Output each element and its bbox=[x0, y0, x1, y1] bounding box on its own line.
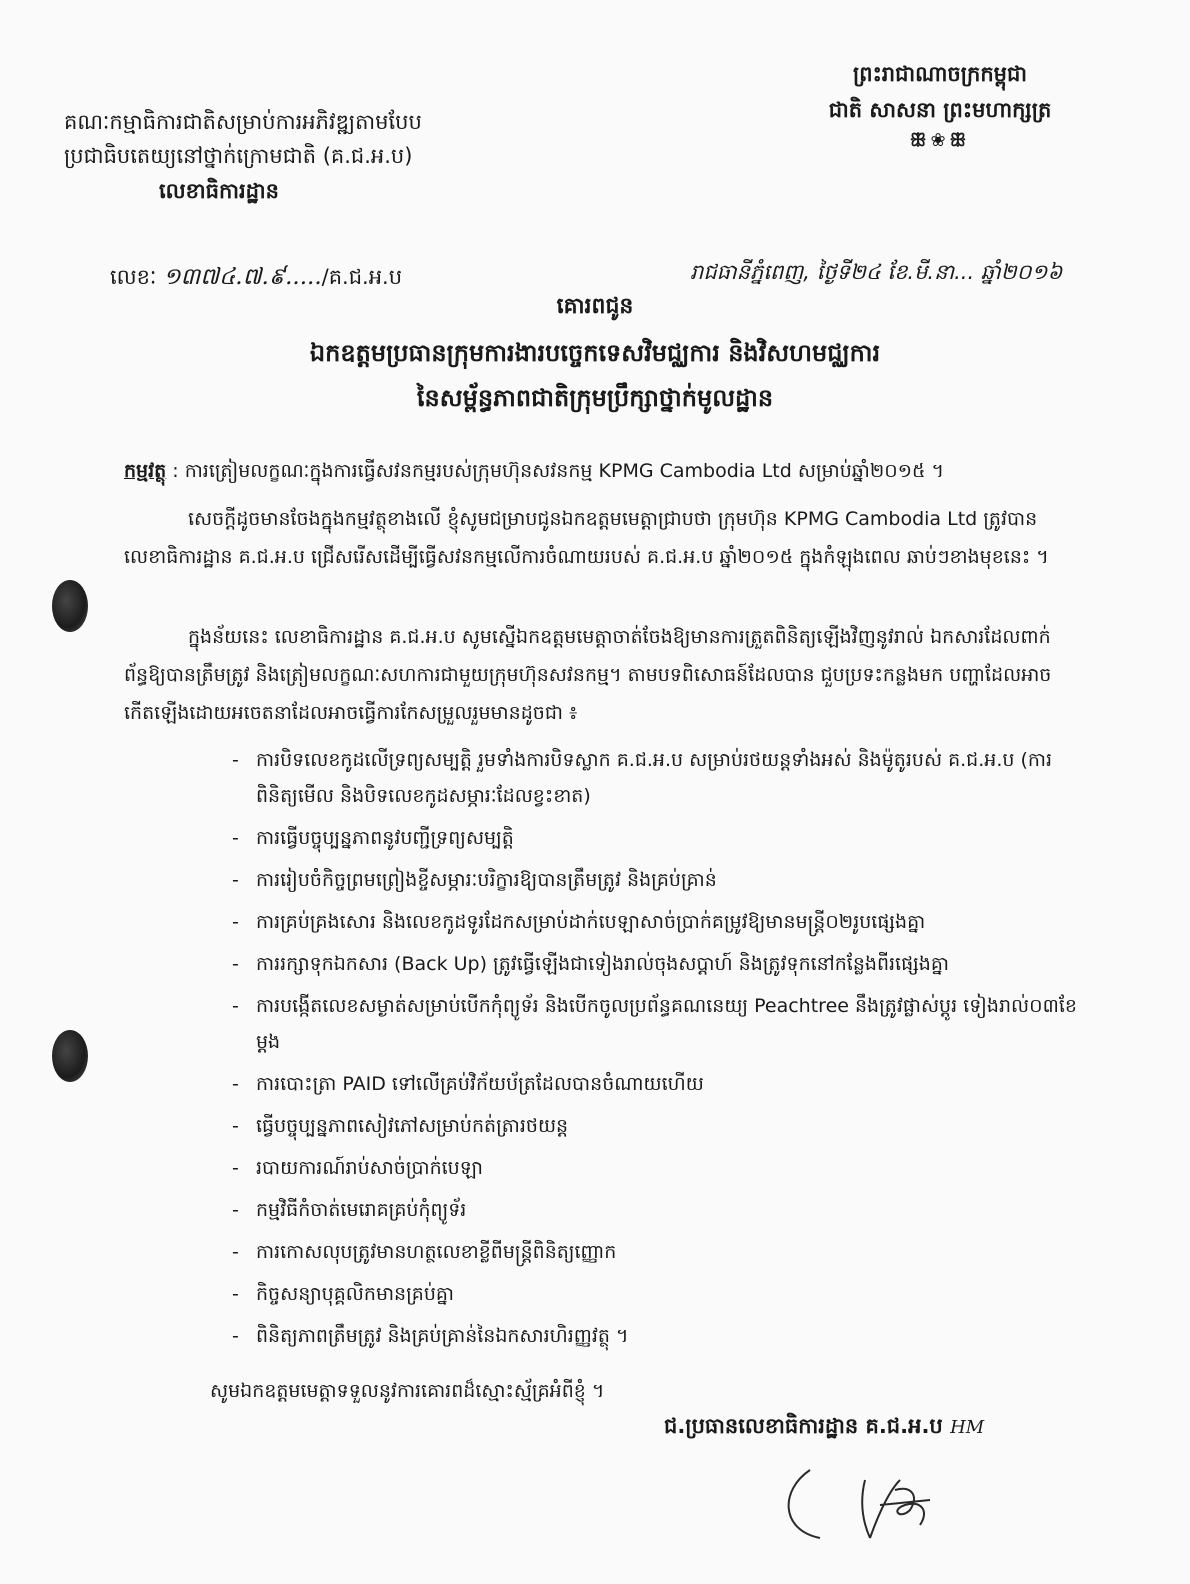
signature bbox=[770, 1450, 990, 1550]
reference-label: លេខៈ bbox=[110, 265, 157, 289]
list-item: - ការបង្កើតលេខសម្ងាត់សម្រាប់បើកកុំព្យូទ័រ និងបើកចូលប្រព័ន្ធគណនេយ្យ Peachtree នឹងត្រូវផ្លាស់ប្តូរ ទៀងរាល់០៣ខែម្តង bbox=[232, 995, 1077, 1053]
paragraph-1: សេចក្តីដូចមានចែងក្នុងកម្មវត្ថុខាងលើ ខ្ញុំសូមជម្រាបជូនឯកឧត្តមមេត្តាជ្រាបថា ក្រុមហ៊ុន KPMG Cambodia Ltd ត្រូវបានលេខាធិការដ្ឋាន គ.ជ.អ.ប ជ្រើសរើសដើម្បីធ្វើសវនកម្មលើការចំណាយរបស់ គ.ជ.អ.ប ឆ្នាំ២០១៥ ក្នុងកំឡុងពេល ឆាប់ៗខាងមុខនេះ ។ bbox=[124, 508, 1049, 568]
recipient-line-2: នៃសម្ព័ន្ធភាពជាតិក្រុមប្រឹក្សាថ្នាក់មូលដ្ឋាន bbox=[416, 384, 774, 412]
paragraph-2: ក្នុងន័យនេះ លេខាធិការដ្ឋាន គ.ជ.អ.ប សូមស្នើឯកឧត្តមមេត្តាចាត់ចែងឱ្យមានការត្រួតពិនិត្យឡើងវិញនូវរាល់ ឯកសារដែលពាក់ព័ន្ធឱ្យបានត្រឹមត្រូវ និងត្រៀមលក្ខណៈសហការជាមួយក្រុមហ៊ុនសវនកម្ម។ តាមបទពិសោធន៍ដែលបាន ជួបប្រទះកន្លងមក បញ្ហាដែលអាចកើតឡើងដោយអចេតនាដែលអាចធ្វើការកែសម្រួលរួមមានដូចជា ៖ bbox=[124, 626, 1052, 724]
agency-line-2: ប្រជាធិបតេយ្យនៅថ្នាក់ក្រោមជាតិ (គ.ជ.អ.ប) bbox=[64, 144, 413, 169]
list-item: - ការរៀបចំកិច្ចព្រមព្រៀងខ្ចីសម្ភារៈបរិក្ខារឱ្យបានត្រឹមត្រូវ និងគ្រប់គ្រាន់ bbox=[232, 869, 717, 891]
date-line: រាជធានីភ្នំពេញ, ថ្ងៃទី២៤ ខែ.មី.នា... ឆ្នាំ២០១៦ bbox=[690, 260, 1063, 284]
list-item: - ការបោះត្រា PAID ទៅលើគ្រប់វិក័យប័ត្រដែលបានចំណាយហើយ bbox=[232, 1073, 704, 1095]
salutation: គោរពជូន bbox=[556, 294, 634, 319]
list-item: - កម្មវិធីកំចាត់មេរោគគ្រប់កុំព្យូទ័រ bbox=[232, 1199, 467, 1221]
agency-office: លេខាធិការដ្ឋាន bbox=[159, 178, 279, 203]
subject-text: : ការត្រៀមលក្ខណៈក្នុងការធ្វើសវនកម្មរបស់ក្រុមហ៊ុនសវនកម្ម KPMG Cambodia Ltd សម្រាប់ឆ្នាំ២០១៥ ។ bbox=[166, 460, 945, 482]
kingdom-header bbox=[760, 60, 1120, 153]
ornament-icon: ꕥ❀ꕥ bbox=[909, 129, 971, 151]
punch-hole-bottom bbox=[52, 1030, 88, 1082]
agency-header bbox=[64, 108, 504, 205]
list-item: - កិច្ចសន្យាបុគ្គលិកមានគ្រប់គ្នា bbox=[232, 1283, 454, 1305]
list-item: - ការរក្សាទុកឯកសារ (Back Up) ត្រូវធ្វើឡើងជាទៀងរាល់ចុងសប្តាហ៍ និងត្រូវទុកនៅកន្លែងពីរផ្សេងគ្នា bbox=[232, 953, 949, 975]
list-item: - ធ្វើបច្ចុប្បន្នភាពសៀវភៅសម្រាប់កត់ត្រារថយន្ត bbox=[232, 1115, 569, 1137]
reference-handwritten: ១៣៧៤.៧.៩..... bbox=[163, 264, 322, 290]
recipient-line-1: ឯកឧត្តមប្រធានក្រុមការងារបច្ចេកទេសវិមជ្ឈការ និងវិសហមជ្ឈការ bbox=[309, 339, 881, 367]
reference-number bbox=[110, 262, 402, 293]
list-item: - របាយការណ៍រាប់សាច់ប្រាក់បេឡា bbox=[232, 1157, 483, 1179]
kingdom-line: ព្រះរាជាណាចក្រកម្ពុជា bbox=[852, 62, 1027, 86]
list-item: - ការកោសលុបត្រូវមានហត្ថលេខាខ្លីពីមន្ត្រីពិនិត្យញ្ញោក bbox=[232, 1241, 617, 1263]
nation-motto: ជាតិ សាសនា ព្រះមហាក្សត្រ bbox=[828, 98, 1052, 123]
punch-hole-top bbox=[52, 580, 88, 632]
subject-line bbox=[124, 452, 1124, 490]
list-item: - ពិនិត្យភាពត្រឹមត្រូវ និងគ្រប់គ្រាន់នៃឯកសារហិរញ្ញវត្ថុ ។ bbox=[232, 1325, 629, 1347]
list-item: - ការបិទលេខកូដលើទ្រព្យសម្បត្តិ រួមទាំងការបិទស្លាក គ.ជ.អ.ប សម្រាប់រថយន្តទាំងអស់ និងម៉ូតូរបស់ គ.ជ.អ.ប (ការពិនិត្យមើល និងបិទលេខកូដសម្ភារៈដែលខ្វះខាត) bbox=[232, 749, 1053, 807]
signatory-title-text: ជ.ប្រធានលេខាធិការដ្ឋាន គ.ជ.អ.ប bbox=[664, 1414, 943, 1438]
recipient-block bbox=[150, 292, 1040, 418]
closing-line: សូមឯកឧត្តមមេត្តាទទួលនូវការគោរពដ៏ស្មោះស្ម័គ្រអំពីខ្ញុំ ។ bbox=[210, 1380, 605, 1402]
signatory-title bbox=[664, 1412, 1084, 1440]
signatory-initials: HM bbox=[950, 1417, 985, 1438]
issue-list bbox=[232, 742, 1082, 1360]
list-item: - ការគ្រប់គ្រងសោរ និងលេខកូដទូរដែកសម្រាប់ដាក់បេឡាសាច់ប្រាក់គម្រូវឱ្យមានមន្ត្រី០២រូបផ្សេងគ្នា bbox=[232, 911, 926, 933]
agency-line-1: គណៈកម្មាធិការជាតិសម្រាប់ការអភិវឌ្ឍតាមបែប bbox=[64, 110, 422, 134]
reference-suffix: /គ.ជ.អ.ប bbox=[321, 265, 403, 289]
subject-label: កម្មវត្ថុ bbox=[124, 460, 167, 482]
list-item: - ការធ្វើបច្ចុប្បន្នភាពនូវបញ្ជីទ្រព្យសម្បត្តិ bbox=[232, 827, 514, 849]
